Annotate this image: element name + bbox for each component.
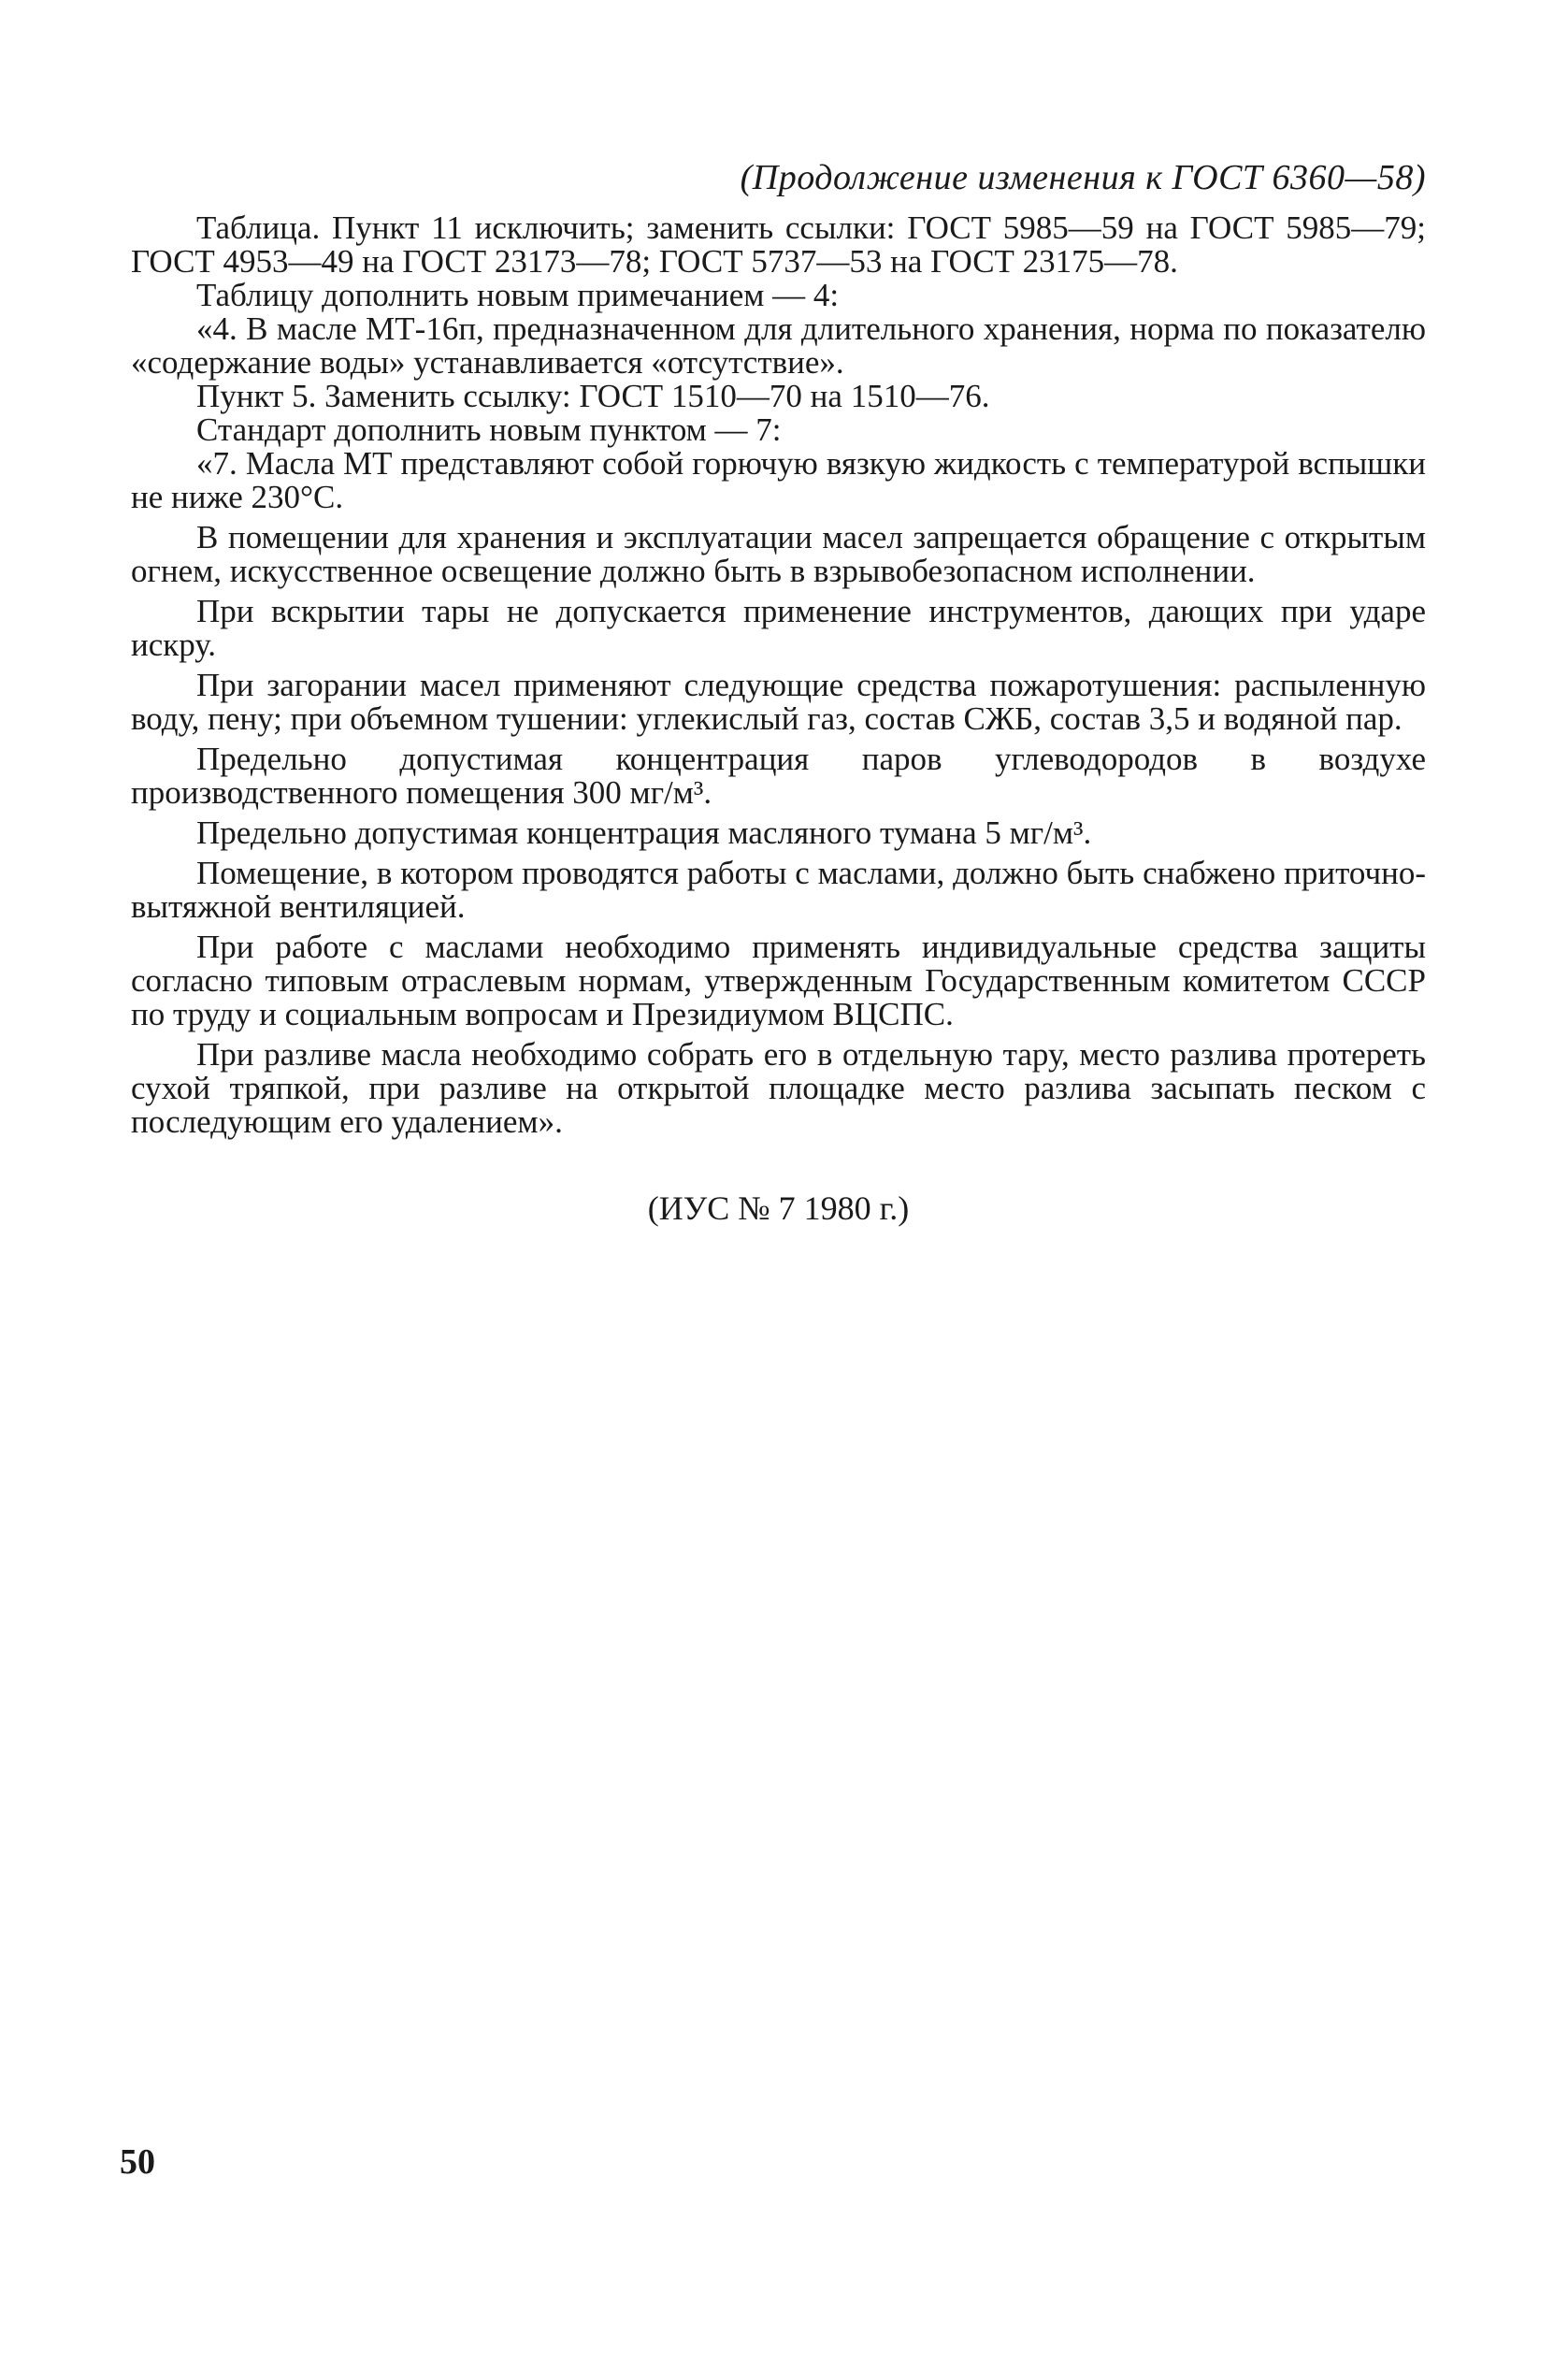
document-body xyxy=(131,211,1426,1146)
paragraph-flash-point: «7. Масла МТ представляют собой горючую вязкую жидкость с температурой вспышки не ниже 230°С. xyxy=(131,445,1426,515)
paragraph-item-7-intro: Стандарт дополнить новым пунктом — 7: xyxy=(196,411,782,448)
page-number: 50 xyxy=(120,2142,155,2182)
paragraph-mist-concentration: Предельно допустимая концентрация масляного тумана 5 мг/м³. xyxy=(196,814,1092,851)
paragraph-vapor-concentration: Предельно допустимая концентрация паров углеводородов в воздухе производственного помещения 300 мг/м³. xyxy=(131,741,1426,811)
paragraph-tools-spark: При вскрытии тары не допускается применение инструментов, дающих при ударе искру. xyxy=(131,593,1426,663)
ius-reference: (ИУС № 7 1980 г.) xyxy=(647,1189,910,1227)
continuation-header: (Продолжение изменения к ГОСТ 6360—58) xyxy=(740,158,1426,197)
paragraph-open-fire: В помещении для хранения и эксплуатации масел запрещается обращение с открытым огнем, искусственное освещение должно быть в взрывобезопасном исполнении. xyxy=(131,519,1426,589)
paragraph-protective-equipment: При работе с маслами необходимо применять индивидуальные средства защиты согласно типовым отраслевым нормам, утвержденным Государственным комитетом СССР по труду и социальным вопросам и Президиумом ВЦСПС. xyxy=(131,929,1426,1032)
paragraph-fire-extinguishing: При загорании масел применяют следующие средства пожаротушения: распыленную воду, пену; при объемном тушении: углекислый газ, состав СЖБ, состав 3,5 и водяной пар. xyxy=(131,667,1426,737)
paragraph-ventilation: Помещение, в котором проводятся работы с маслами, должно быть снабжено приточно-вытяжной вентиляцией. xyxy=(131,855,1426,925)
paragraph-item-5: Пункт 5. Заменить ссылку: ГОСТ 1510—70 на 1510—76. xyxy=(196,378,990,414)
paragraph-table-changes: Таблица. Пункт 11 исключить; заменить ссылки: ГОСТ 5985—59 на ГОСТ 5985—79; ГОСТ 4953—49 на ГОСТ 23173—78; ГОСТ 5737—53 на ГОСТ 23175—78. xyxy=(131,209,1426,280)
paragraph-note-4: «4. В масле МТ-16п, предназначенном для длительного хранения, норма по показателю «содержание воды» устанавливается «отсутствие». xyxy=(131,310,1426,381)
paragraph-table-note-intro: Таблицу дополнить новым примечанием — 4: xyxy=(196,277,840,313)
paragraph-spill-cleanup: При разливе масла необходимо собрать его в отдельную тару, место разлива протереть сухой тряпкой, при разливе на открытой площадке место разлива засыпать песком с последующим его удалением». xyxy=(131,1036,1426,1140)
